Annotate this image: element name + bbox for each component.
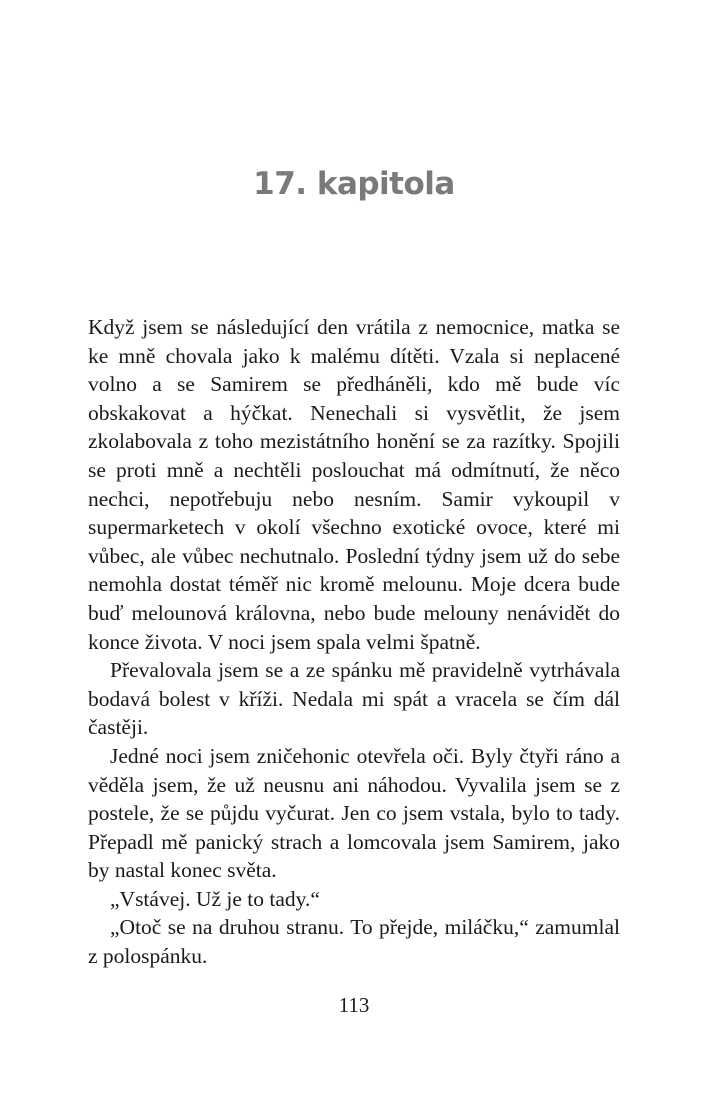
chapter-title: 17. kapitola xyxy=(253,166,455,202)
paragraph-5-dialogue: „Otoč se na druhou stranu. To přejde, miláčku,“ zamumlal z polospánku. xyxy=(88,915,620,969)
page-number: 113 xyxy=(338,993,370,1017)
chapter-body xyxy=(88,313,620,971)
paragraph-1: Když jsem se následující den vrátila z nemocnice, matka se ke mně chovala jako k malému dítěti. Vzala si neplacené volno a se Samirem se předháněli, kdo mě bude víc obskakovat a hýčkat. Nenechali si vysvětlit, že jsem zkolabovala z toho mezistátního honění se za razítky. Spojili se proti mně a nechtěli poslouchat má odmítnutí, že něco nechci, nepotřebuju nebo nesním. Samir vykoupil v supermarketech v okolí všechno exotické ovoce, které mi vůbec, ale vůbec nechutnalo. Poslední týdny jsem už do sebe nemohla dostat téměř nic kromě melounu. Moje dcera bude buď melounová královna, nebo bude melouny nenávidět do konce života. V noci jsem spala velmi špatně. xyxy=(88,315,620,654)
paragraph-2: Převalovala jsem se a ze spánku mě pravidelně vytrhávala bodavá bolest v kříži. Nedala mi spát a vracela se čím dál častěji. xyxy=(88,658,620,740)
paragraph-3: Jedné noci jsem zničehonic otevřela oči. Byly čtyři ráno a věděla jsem, že už neusnu ani náhodou. Vyvalila jsem se z postele, že se půjdu vyčurat. Jen co jsem vstala, bylo to tady. Přepadl mě panický strach a lomcovala jsem Samirem, jako by nastal konec světa. xyxy=(88,743,620,883)
paragraph-4-dialogue: „Vstávej. Už je to tady.“ xyxy=(110,886,320,911)
